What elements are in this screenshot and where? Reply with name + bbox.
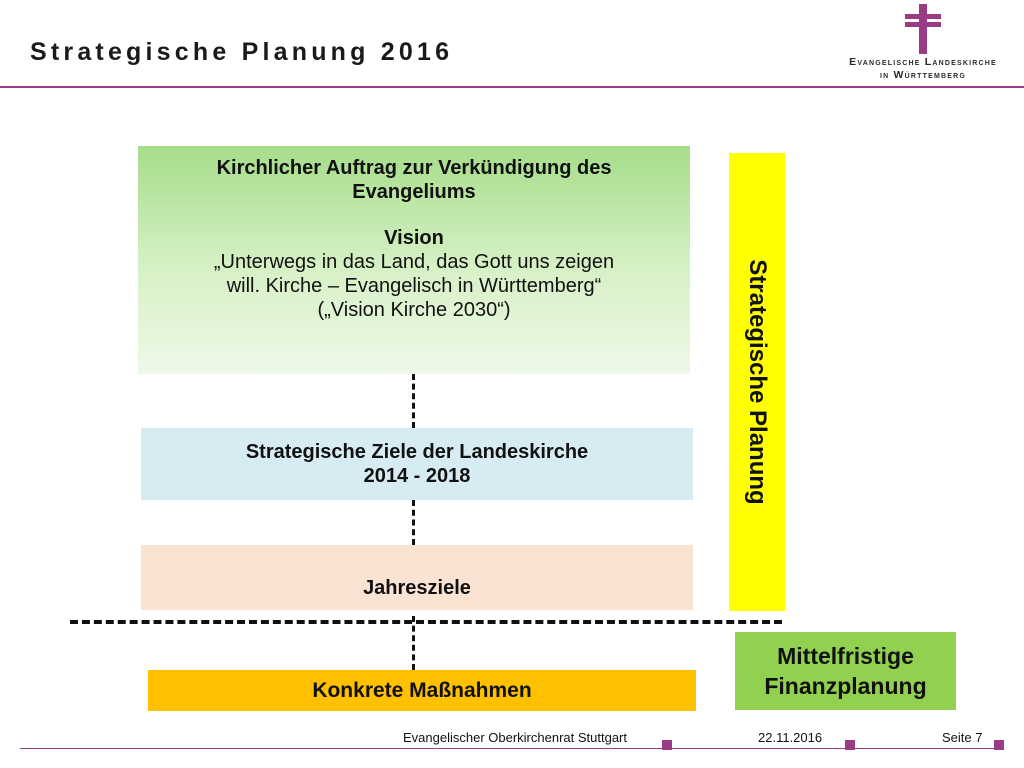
financial-planning-box <box>735 632 956 710</box>
connector-dashed-2 <box>412 500 415 545</box>
cross-logo-icon <box>904 4 942 54</box>
footer-divider <box>20 748 1004 749</box>
logo-text-line-1: Evangelische Landeskirche <box>849 56 997 68</box>
vision-line-2: will. Kirche – Evangelisch in Württemberg“ <box>226 275 602 297</box>
planning-separator-dashed <box>70 620 782 624</box>
footer-date: 22.11.2016 <box>758 730 823 745</box>
mission-line-2: Evangeliums <box>352 181 476 203</box>
vision-heading: Vision <box>384 227 444 249</box>
mission-line-1: Kirchlicher Auftrag zur Verkündigung des <box>216 157 612 179</box>
footer-square-icon <box>845 740 855 750</box>
slide-title: Strategische Planung 2016 <box>30 38 454 66</box>
footer-organization: Evangelischer Oberkirchenrat Stuttgart <box>403 730 627 745</box>
strategic-goals-line-2: 2014 - 2018 <box>363 465 471 487</box>
concrete-measures-box <box>148 670 696 711</box>
connector-dashed-1 <box>412 374 415 428</box>
vision-line-1: „Unterwegs in das Land, das Gott uns zeigen <box>213 251 615 273</box>
church-logo <box>838 4 1008 82</box>
financial-planning-line-2: Finanzplanung <box>764 673 927 699</box>
footer-square-icon <box>662 740 672 750</box>
vision-line-3: („Vision Kirche 2030“) <box>317 299 511 321</box>
strategic-goals-box <box>141 428 693 500</box>
strategic-planning-label: Strategische Planung <box>744 259 771 505</box>
logo-text-line-2: in Württemberg <box>879 69 966 81</box>
mission-vision-box <box>138 146 690 374</box>
annual-goals-box <box>141 545 693 610</box>
header-divider <box>0 86 1024 88</box>
footer-square-icon <box>994 740 1004 750</box>
annual-goals-label: Jahresziele <box>363 577 471 599</box>
strategic-goals-line-1: Strategische Ziele der Landeskirche <box>245 441 589 463</box>
strategic-planning-bar <box>729 153 785 611</box>
footer-page-number: Seite 7 <box>942 730 983 745</box>
concrete-measures-label: Konkrete Maßnahmen <box>312 678 532 702</box>
financial-planning-line-1: Mittelfristige <box>777 643 914 669</box>
connector-dashed-3 <box>412 616 415 670</box>
